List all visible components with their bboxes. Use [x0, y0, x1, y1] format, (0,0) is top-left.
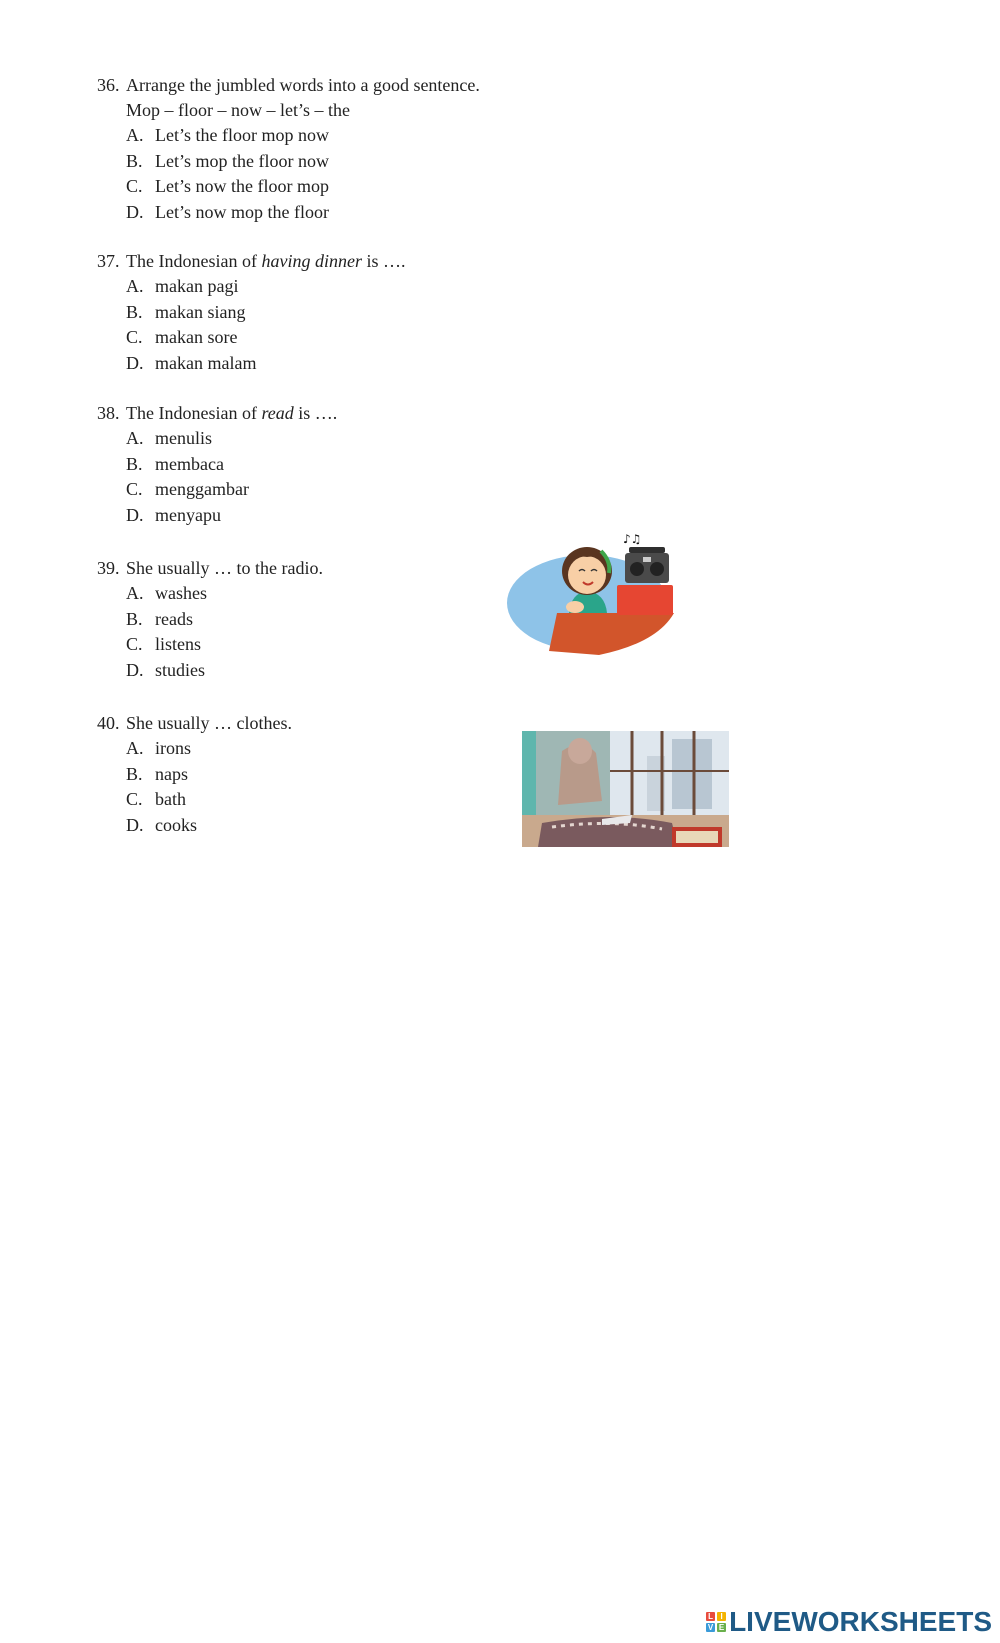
question-text: She usually … to the radio.: [126, 558, 323, 578]
question-38: [97, 401, 337, 529]
jumbled-words: Mop – floor – now – let’s – the: [126, 100, 350, 120]
option-b[interactable]: B. membaca: [126, 453, 224, 474]
question-40: [97, 711, 292, 839]
svg-text:♪♫: ♪♫: [623, 533, 642, 546]
question-stem: [97, 711, 292, 736]
option-a[interactable]: A. irons: [126, 738, 191, 758]
question-number: 38.: [97, 403, 120, 423]
logo-text: LIVEWORKSHEETS: [729, 1606, 992, 1637]
question-number: 36.: [97, 75, 120, 95]
question-37: [97, 249, 405, 377]
option-d[interactable]: D. makan malam: [126, 353, 257, 374]
option-d[interactable]: D. menyapu: [126, 505, 221, 526]
option-c[interactable]: C. menggambar: [126, 479, 249, 500]
question-number: 40.: [97, 713, 120, 733]
option-a[interactable]: A. makan pagi: [126, 276, 239, 296]
girl-listening-radio-illustration: [507, 533, 675, 655]
option-b[interactable]: B. naps: [126, 763, 188, 784]
option-d[interactable]: D. studies: [126, 660, 206, 681]
question-39: [97, 556, 323, 684]
question-number: 37.: [97, 251, 120, 271]
question-stem: 38. The Indonesian of read is ….: [97, 401, 337, 426]
option-a[interactable]: A. washes: [126, 583, 207, 603]
woman-ironing-photo: [522, 731, 729, 847]
option-c[interactable]: C. makan sore: [126, 327, 238, 348]
question-text: She usually … clothes.: [126, 713, 292, 733]
emphasized-term: having dinner: [261, 251, 362, 271]
question-stem: 37. The Indonesian of having dinner is ….: [97, 249, 405, 274]
question-number: 39.: [97, 558, 120, 578]
question-36: [97, 73, 480, 226]
option-b[interactable]: B. reads: [126, 608, 193, 629]
logo-mark-icon: L I V E: [707, 1612, 725, 1632]
option-c[interactable]: C. Let’s now the floor mop: [126, 176, 329, 197]
option-d[interactable]: D. Let’s now mop the floor: [126, 202, 329, 223]
question-stem: [97, 556, 323, 581]
option-c[interactable]: C. listens: [126, 634, 202, 655]
option-b[interactable]: B. makan siang: [126, 301, 246, 322]
option-a[interactable]: A. Let’s the floor mop now: [126, 125, 329, 145]
option-a[interactable]: A. menulis: [126, 428, 212, 448]
liveworksheets-logo: [706, 1605, 992, 1639]
option-b[interactable]: B. Let’s mop the floor now: [126, 150, 329, 171]
emphasized-term: read: [261, 403, 294, 423]
question-stem: [97, 73, 480, 98]
option-d[interactable]: D. cooks: [126, 815, 197, 836]
question-text: Arrange the jumbled words into a good sentence.: [126, 75, 480, 95]
option-c[interactable]: C. bath: [126, 789, 186, 810]
